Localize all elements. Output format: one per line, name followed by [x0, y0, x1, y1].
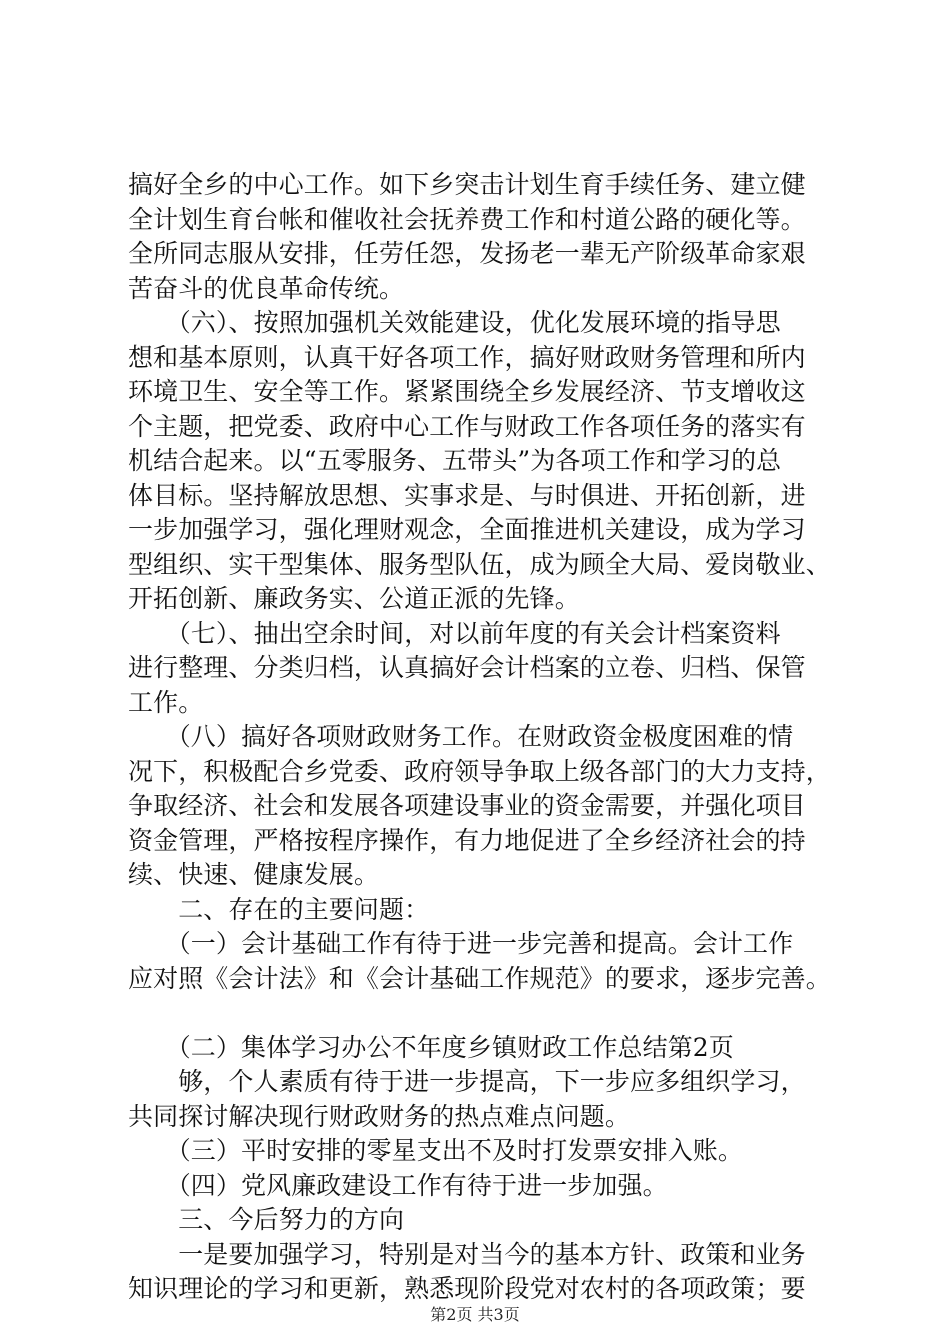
paragraph-gap: [128, 996, 840, 1031]
text-line: 体目标。坚持解放思想、实事求是、与时俱进、开拓创新，进: [128, 480, 806, 510]
text-line: 环境卫生、安全等工作。紧紧围绕全乡发展经济、节支增收这: [128, 377, 806, 406]
text-line: 够，个人素质有待于进一步提高，下一步应多组织学习，: [128, 1067, 806, 1096]
text-line: （四）党风廉政建设工作有待于进一步加强。: [128, 1170, 668, 1200]
text-line: 想和基本原则，认真干好各项工作，搞好财政财务管理和所内: [128, 342, 806, 372]
text-line: （三）平时安排的零星支出不及时打发票安排入账。: [128, 1136, 744, 1165]
text-line: 搞好全乡的中心工作。如下乡突击计划生育手续任务、建立健: [128, 170, 806, 199]
text-line: 一步加强学习，强化理财观念，全面推进机关建设，成为学习: [128, 515, 806, 544]
text-line: （七）、抽出空余时间，对以前年度的有关会计档案资料: [128, 618, 781, 648]
text-line: 资金管理，严格按程序操作，有力地促进了全乡经济社会的持: [128, 825, 806, 855]
text-line: （一）会计基础工作有待于进一步完善和提高。会计工作: [128, 929, 794, 958]
text-line: 续、快速、健康发展。: [128, 860, 380, 889]
text-line: 况下，积极配合乡党委、政府领导争取上级各部门的大力支持，: [128, 756, 831, 786]
text-line: 二、存在的主要问题：: [128, 894, 430, 924]
text-line: 进行整理、分类归档，认真搞好会计档案的立卷、归档、保管: [128, 653, 806, 682]
text-line: 共同探讨解决现行财政财务的热点难点问题。: [128, 1101, 631, 1131]
text-line: 工作。: [128, 687, 204, 717]
text-line: 一是要加强学习，特别是对当今的基本方针、政策和业务: [128, 1239, 806, 1269]
text-line: 争取经济、社会和发展各项建设事业的资金需要，并强化项目: [128, 791, 806, 820]
text-line: （二）集体学习办公不年度乡镇财政工作总结第2页: [128, 1032, 734, 1062]
text-line: （八）搞好各项财政财务工作。在财政资金极度困难的情: [128, 722, 794, 751]
text-line: （六）、按照加强机关效能建设，优化发展环境的指导思: [128, 308, 781, 337]
text-line: 全计划生育台帐和催收社会抚养费工作和村道公路的硬化等。: [128, 204, 806, 234]
text-line: 苦奋斗的优良革命传统。: [128, 273, 405, 303]
text-line: 开拓创新、廉政务实、公道正派的先锋。: [128, 584, 580, 613]
text-line: 知识理论的学习和更新，熟悉现阶段党对农村的各项政策；要: [128, 1274, 806, 1303]
text-line: 三、今后努力的方向: [128, 1205, 405, 1234]
text-line: 全所同志服从安排，任劳任怨，发扬老一辈无产阶级革命家艰: [128, 239, 806, 268]
page-footer: 第2页 共3页: [430, 1305, 520, 1324]
document-body: [128, 168, 840, 1307]
text-line: 机结合起来。以“五零服务、五带头”为各项工作和学习的总: [128, 446, 782, 475]
text-line: 个主题，把党委、政府中心工作与财政工作各项任务的落实有: [128, 411, 806, 441]
text-line: 应对照《会计法》和《会计基础工作规范》的要求，逐步完善。: [128, 963, 831, 993]
text-line: 型组织、实干型集体、服务型队伍，成为顾全大局、爱岗敬业、: [128, 549, 831, 579]
